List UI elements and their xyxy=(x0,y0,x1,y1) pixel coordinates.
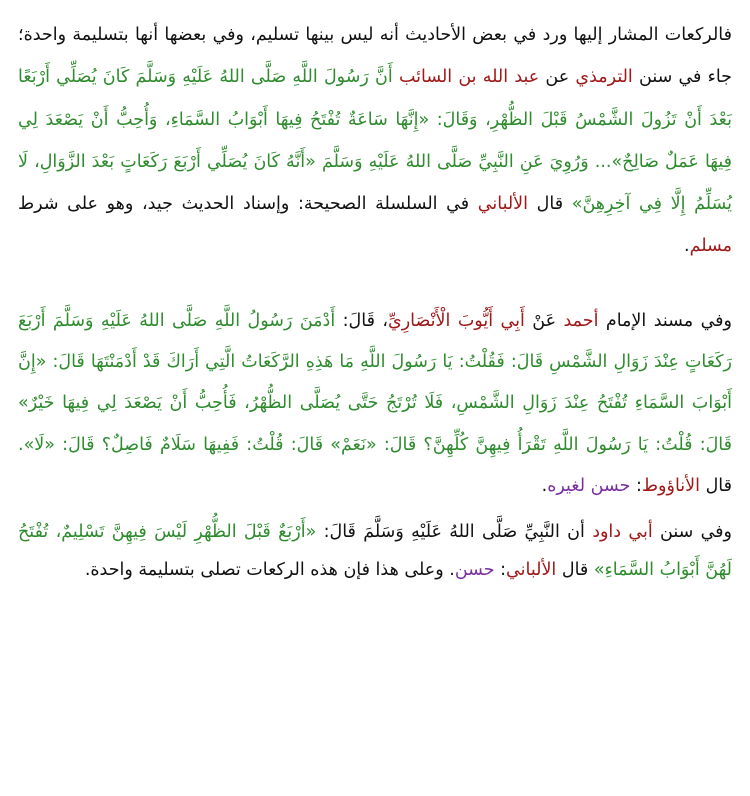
scholar-name: أحمد xyxy=(563,310,599,331)
scholar-name: مسلم xyxy=(689,236,732,257)
scholar-name: الأناؤوط xyxy=(641,475,701,496)
body-text: عن xyxy=(539,67,576,88)
body-text: أن النَّبِيِّ صَلَّى اللهُ عَلَيْهِ وَسَلَّمَ قَالَ: xyxy=(316,522,593,543)
body-text: : xyxy=(630,475,642,496)
paragraph-2 xyxy=(18,301,732,507)
body-text: ، قَالَ: xyxy=(335,310,389,331)
body-text: وفي مسند الإمام xyxy=(598,310,732,331)
hadith-text: «أَرْبَعٌ قَبْلَ الظُّهْرِ لَيْسَ فِيهِنَّ تَسْلِيمٌ، تُفْتَحُ لَهُنَّ أَبْوَابُ السَّمَاءِ» xyxy=(18,522,732,581)
body-text: قال xyxy=(700,475,732,496)
scholar-name: الألباني xyxy=(477,194,529,215)
body-text: . وعلى هذا فإن هذه الركعات تصلى بتسليمة واحدة. xyxy=(84,560,455,581)
paragraph-1 xyxy=(18,14,732,268)
narrator-name: أَبِي أَيُّوبَ الْأَنْصَارِيِّ xyxy=(388,310,525,331)
body-text: فالركعات المشار إليها ورد في بعض الأحاديث أنه ليس بينها تسليم، وفي بعضها أنها بتسليمة واحدة؛ جاء في سنن xyxy=(18,25,733,88)
narrator-name: الترمذي xyxy=(575,67,633,88)
body-text: وفي سنن xyxy=(652,522,732,543)
body-text: . xyxy=(541,475,548,496)
scholar-name: أبي داود xyxy=(592,522,653,543)
body-text: قال xyxy=(556,560,594,581)
hadith-grade: حسن لغيره xyxy=(547,475,631,496)
body-text: قال xyxy=(528,194,572,215)
hadith-grade: حسن xyxy=(454,560,495,581)
narrator-name: عبد الله بن السائب xyxy=(398,67,540,88)
hadith-text: أَدْمَنَ رَسُولُ اللَّهِ صَلَّى اللهُ عَلَيْهِ وَسَلَّمَ أَرْبَعَ رَكَعَاتٍ عِنْدَ زَوَالِ الشَّمْسِ قَالَ: فَقُلْتُ: يَا رَسُولَ اللَّهِ مَا هَذِهِ الرَّكَعَاتُ الَّتِي أَرَاكَ قَدْ أَدْمَنْتَهَا قَالَ: «إِنَّ أَبْوَابَ السَّمَاءِ تُفْتَحُ عِنْدَ زَوَالِ الشَّمْسِ، فَلَا تُرْتَجُ حَتَّى يُصَلَّى الظُّهْرُ، فَأُحِبُّ أَنْ يَصْعَدَ لِي فِيهَا خَيْرٌ» قَالَ: قُلْتُ: يَا رَسُولَ اللَّهِ تَقْرَأُ فِيهِنَّ كُلِّهِنَّ؟ قَالَ: «نَعَمْ» قَالَ: قُلْتُ: فَفِيهَا سَلَامٌ فَاصِلٌ؟ قَالَ: «لَا». xyxy=(18,310,732,455)
scholar-name: الألباني xyxy=(506,560,557,581)
body-text: . xyxy=(683,236,690,257)
hadith-text: أَنَّ رَسُولَ اللَّهِ صَلَّى اللهُ عَلَيْهِ وَسَلَّمَ كَانَ يُصَلِّي أَرْبَعًا بَعْدَ أَنْ تَزُولَ الشَّمْسُ قَبْلَ الظُّهْرِ، وَقَالَ: «إِنَّهَا سَاعَةٌ تُفْتَحُ فِيهَا أَبْوَابُ السَّمَاءِ، وَأُحِبُّ أَنْ يَصْعَدَ لِي فِيهَا عَمَلٌ صَالِحٌ»... وَرُوِيَ عَنِ النَّبِيِّ صَلَّى اللهُ عَلَيْهِ وَسَلَّمَ «أَنَّهُ كَانَ يُصَلِّي أَرْبَعَ رَكَعَاتٍ بَعْدَ الزَّوَالِ، لَا يُسَلِّمُ إِلَّا فِي آخِرِهِنَّ» xyxy=(18,67,733,215)
body-text: في السلسلة الصحيحة: وإسناد الحديث جيد، وهو على شرط xyxy=(18,194,478,215)
body-text: عَنْ xyxy=(524,310,564,331)
paragraph-3 xyxy=(18,513,732,589)
body-text: : xyxy=(494,560,507,581)
